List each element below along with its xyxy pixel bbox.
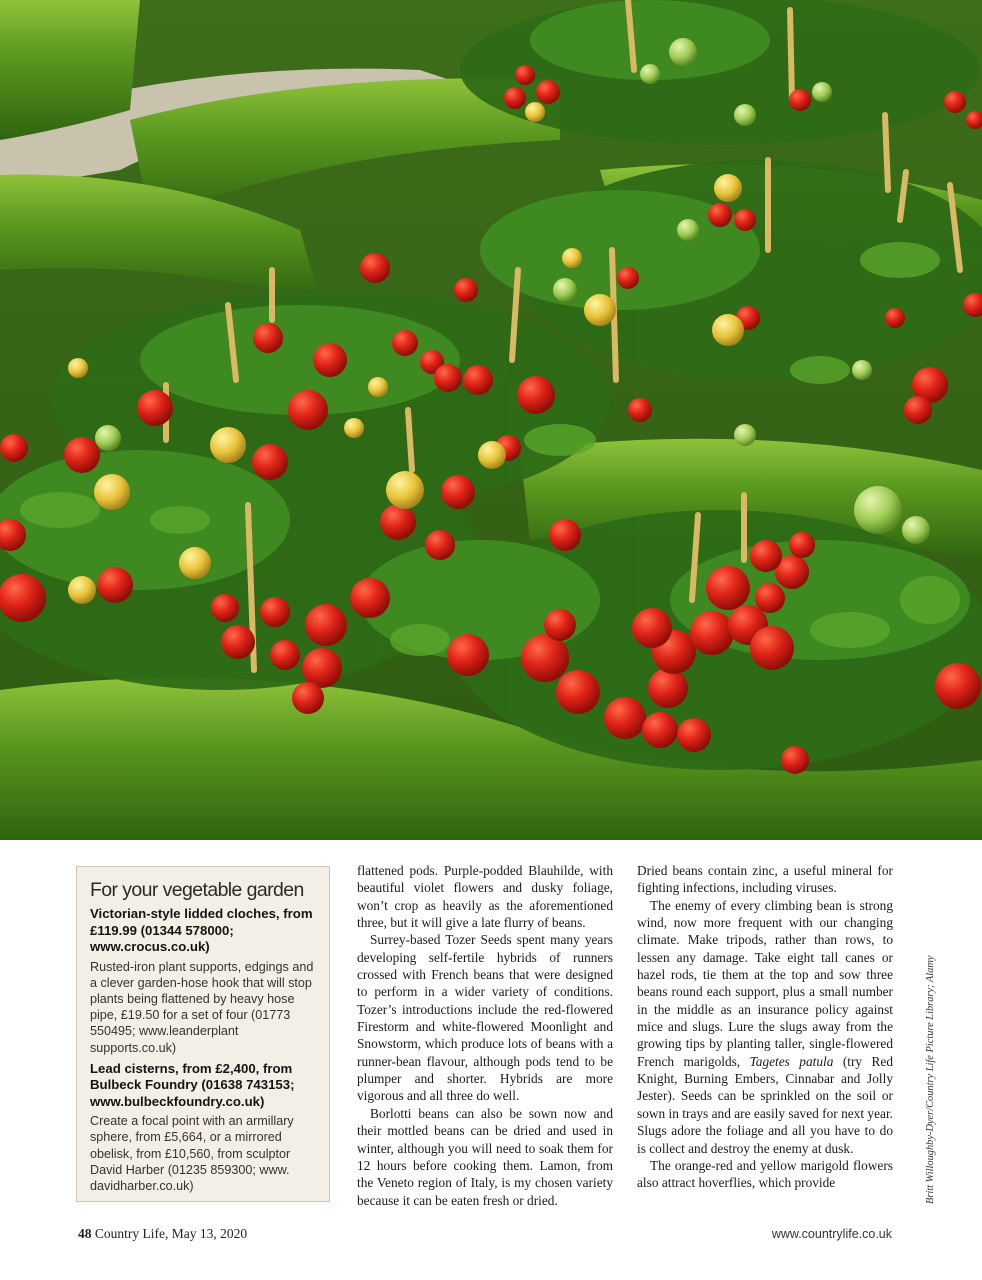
latin-plant-name: Tagetes patula <box>749 1053 834 1069</box>
footer-website-link[interactable]: www.countrylife.co.uk <box>771 1227 892 1241</box>
article-paragraph: Surrey-based Tozer Seeds spent many years developing self-fertile hybrids of runners crossed with French beans that were designed to perform in a wider variety of conditions. Tozer’s introductions include the red-flowered Firestorm and white-flowered Moonlight and Snowstorm, which produce lots of beans with a runner-bean flavour, although pods tend to be plumper and shorter. Hybrids are more vigorous and all three do well. <box>357 932 613 1104</box>
shopping-sidebar <box>76 866 330 1202</box>
photo-credit: Britt Willoughby-Dyer/Country Life Picture Library; Alamy <box>925 955 936 1204</box>
sidebar-item-heading: Lead cisterns, from £2,400, from Bulbeck Foundry (01638 743153; www.bulbeckfoundry.co.uk) <box>90 1060 295 1109</box>
article-column-1 <box>357 862 613 1209</box>
article-paragraph: The orange-red and yellow marigold flowers also attract hoverflies, which provide <box>637 1157 893 1191</box>
publication-date: Country Life, May 13, 2020 <box>94 1226 248 1241</box>
article-column-2 <box>637 862 893 1192</box>
article-paragraph: flattened pods. Purple-podded Blauhilde, with beautiful violet flowers and dusky foliage, won’t crop as heavily as the aforementioned three, but it will give a late flurry of beans. <box>357 863 613 931</box>
page-number: 48 <box>78 1226 92 1241</box>
paragraph-text: (try Red Knight, Burning Embers, Cinnabar and Jolly Jester). Seeds can be sprinkled on the soil or sown in trays and are easily saved for next year. Slugs adore the foliage and all you have to do is collect and destroy the enemy at dusk. <box>637 1053 893 1156</box>
sidebar-item-body: Create a focal point with an armillary sphere, from £5,664, or a mirrored obelisk, from £10,560, from sculptor David Harber (01235 859300; www. davidharber.co.uk) <box>90 1114 294 1194</box>
article-paragraph: Dried beans contain zinc, a useful mineral for fighting infections, including viruses. <box>637 863 893 896</box>
sidebar-title: For your vegetable garden <box>90 879 304 901</box>
sidebar-item-body: Rusted-iron plant supports, edgings and a clever garden-hose hook that will stop plants being flattened by heavy hose pipe, £19.50 for a set of four (01773 550495; www.leanderplant supports.co.uk) <box>90 959 314 1055</box>
sidebar-item-heading: Victorian-style lidded cloches, from £119.99 (01344 578000; www.crocus.co.uk) <box>90 906 313 954</box>
page-footer-left <box>78 1226 247 1242</box>
article-paragraph: Borlotti beans can also be sown now and their mottled beans can be dried and used in winter, although you will need to soak them for 12 hours before cooking them. Lamon, from the Veneto region of Italy, is my chosen variety because it can be eaten fresh or dried. <box>357 1105 613 1208</box>
paragraph-text: The enemy of every climbing bean is strong wind, now more frequent with our changing climate. Make tripods, rather than rows, to lessen any damage. Take eight tall canes or hazel rods, tie them at the top and sow three beans round each support, plus a small number in the middle as an insurance policy against mice and slugs. Lure the slugs away from the growing tips by planting taller, single-flowered French marigolds, <box>637 897 893 1069</box>
article-paragraph <box>637 897 893 1157</box>
